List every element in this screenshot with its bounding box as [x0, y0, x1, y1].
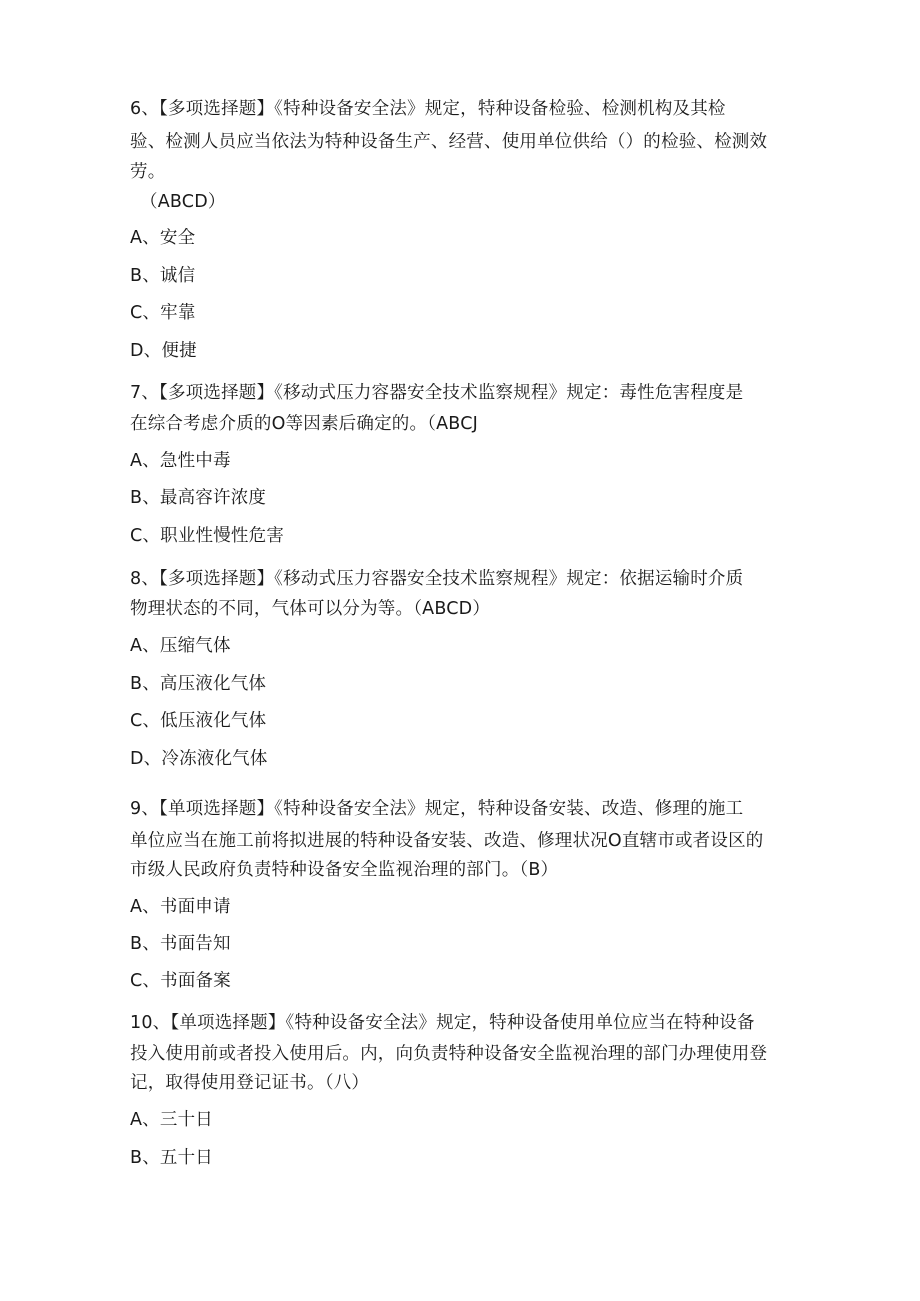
- question-7-line-1: 7、【多项选择题】《移动式压力容器安全技术监察规程》规定：毒性危害程度是: [130, 383, 744, 403]
- question-7-option-a: A、急性中毒: [130, 451, 231, 471]
- question-9-line-1: 9、【单项选择题】《特种设备安全法》规定，特种设备安装、改造、修理的施工: [130, 799, 744, 819]
- question-9-option-b: B、书面告知: [130, 934, 231, 954]
- question-8-option-c: C、低压液化气体: [130, 711, 267, 731]
- question-6-line-1: 6、【多项选择题】《特种设备安全法》规定，特种设备检验、检测机构及其检: [130, 99, 726, 119]
- question-7-line-2: 在综合考虑介质的O等因素后确定的。（ABCJ: [130, 414, 478, 434]
- question-8-option-b: B、高压液化气体: [130, 674, 267, 694]
- question-7-option-c: C、职业性慢性危害: [130, 526, 285, 546]
- question-6-option-b: B、诚信: [130, 266, 196, 286]
- question-6-line-3: 劳。: [130, 162, 166, 182]
- question-10-option-b: B、五十日: [130, 1148, 214, 1168]
- question-8-line-1: 8、【多项选择题】《移动式压力容器安全技术监察规程》规定：依据运输时介质: [130, 569, 744, 589]
- question-6-option-c: C、牢靠: [130, 303, 196, 323]
- question-6-option-a: A、安全: [130, 228, 196, 248]
- question-9-option-a: A、书面申请: [130, 897, 231, 917]
- question-10-option-a: A、三十日: [130, 1110, 213, 1130]
- question-9-option-c: C、书面备案: [130, 971, 231, 991]
- question-9-line-3: 市级人民政府负责特种设备安全监视治理的部门。（B）: [130, 860, 559, 880]
- question-6-line-2: 验、检测人员应当依法为特种设备生产、经营、使用单位供给（）的检验、检测效: [130, 132, 768, 152]
- question-6-option-d: D、便捷: [130, 341, 197, 361]
- question-10-line-2: 投入使用前或者投入使用后。内，向负责特种设备安全监视治理的部门办理使用登: [130, 1044, 768, 1064]
- question-10-line-1: 10、【单项选择题】《特种设备安全法》规定，特种设备使用单位应当在特种设备: [130, 1013, 755, 1033]
- question-7-option-b: B、最高容许浓度: [130, 488, 267, 508]
- question-9-line-2: 单位应当在施工前将拟进展的特种设备安装、改造、修理状况O直辖市或者设区的: [130, 831, 764, 851]
- question-6-answer: （ABCD）: [140, 192, 226, 212]
- question-10-line-3: 记，取得使用登记证书。（八）: [130, 1073, 370, 1093]
- question-8-option-d: D、冷冻液化气体: [130, 749, 268, 769]
- question-8-line-2: 物理状态的不同，气体可以分为等。（ABCD）: [130, 599, 491, 619]
- question-8-option-a: A、压缩气体: [130, 636, 231, 656]
